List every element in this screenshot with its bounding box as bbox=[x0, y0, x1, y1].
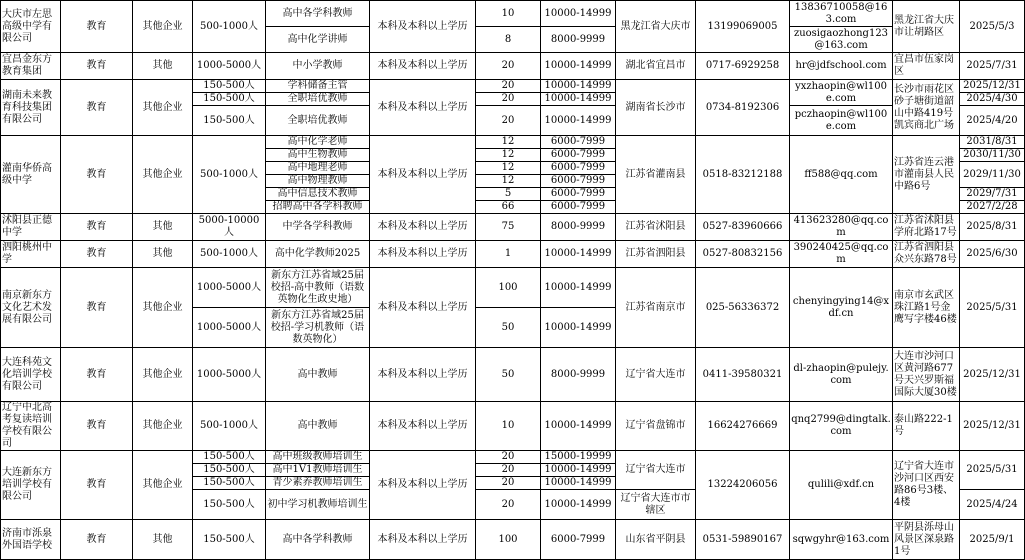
salary-cell: 10000-14999 bbox=[541, 106, 616, 136]
education-cell: 本科及本科以上学历 bbox=[370, 214, 476, 241]
company-cell: 大连新东方培训学校有限公司 bbox=[1, 451, 61, 520]
address-cell: 泰山路222-1号 bbox=[893, 402, 960, 451]
table-row bbox=[1, 520, 1025, 560]
email-cell: 413623280@qq.com bbox=[790, 214, 893, 241]
company-size-cell: 500-1000人 bbox=[193, 241, 266, 268]
table-row bbox=[1, 451, 1025, 464]
industry-cell: 教育 bbox=[61, 136, 133, 214]
table-row bbox=[1, 241, 1025, 268]
email-cell: 390240425@qq.com bbox=[790, 241, 893, 268]
deadline-cell: 2025/4/24 bbox=[960, 490, 1025, 520]
industry-cell: 教育 bbox=[61, 451, 133, 520]
address-cell: 长沙市雨花区砂子塘街道韶山中路419号凯宾商北广场 bbox=[893, 80, 960, 136]
job-title-cell: 高中化学老师 bbox=[266, 136, 370, 149]
email-cell: qnq2799@dingtalk.com bbox=[790, 402, 893, 451]
company-size-cell: 150-500人 bbox=[193, 80, 266, 93]
company-size-cell: 5000-10000人 bbox=[193, 214, 266, 241]
job-title-cell: 全职培优教师 bbox=[266, 93, 370, 106]
industry-cell: 教育 bbox=[61, 80, 133, 136]
education-cell: 本科及本科以上学历 bbox=[370, 1, 476, 53]
job-title-cell: 高中1V1教师培训生 bbox=[266, 464, 370, 477]
salary-cell: 10000-14999 bbox=[541, 308, 616, 348]
headcount-cell: 100 bbox=[476, 268, 541, 308]
headcount-cell: 10 bbox=[476, 1, 541, 27]
headcount-cell: 5 bbox=[476, 188, 541, 201]
email-cell: qulili@xdf.cn bbox=[790, 451, 893, 520]
job-title-cell: 新东方江苏省域25届校招-学习机教师（语数英物化） bbox=[266, 308, 370, 348]
industry-cell: 教育 bbox=[61, 214, 133, 241]
email-cell: dl-zhaopin@pulejy.com bbox=[790, 348, 893, 402]
phone-cell: 0518-83212188 bbox=[696, 136, 790, 214]
company-cell: 沭阳县正德中学 bbox=[1, 214, 61, 241]
address-cell: 大连市沙河口区黄河路677号天兴罗斯福国际大厦30楼 bbox=[893, 348, 960, 402]
company-type-cell: 其他企业 bbox=[133, 402, 193, 451]
table-row bbox=[1, 53, 1025, 80]
headcount-cell: 66 bbox=[476, 201, 541, 214]
education-cell: 本科及本科以上学历 bbox=[370, 136, 476, 214]
headcount-cell: 20 bbox=[476, 451, 541, 464]
job-title-cell: 高中班级教师培训生 bbox=[266, 451, 370, 464]
industry-cell: 教育 bbox=[61, 241, 133, 268]
phone-cell: 0527-83960666 bbox=[696, 214, 790, 241]
headcount-cell: 10 bbox=[476, 402, 541, 451]
deadline-cell: 2025/12/31 bbox=[960, 348, 1025, 402]
headcount-cell: 20 bbox=[476, 80, 541, 93]
salary-cell: 10000-14999 bbox=[541, 490, 616, 520]
job-title-cell: 青少素养教师培训生 bbox=[266, 477, 370, 490]
company-cell: 南京新东方文化艺术发展有限公司 bbox=[1, 268, 61, 348]
phone-cell: 0734-8192306 bbox=[696, 80, 790, 136]
phone-cell: 0531-59890167 bbox=[696, 520, 790, 560]
industry-cell: 教育 bbox=[61, 402, 133, 451]
salary-cell: 6000-7999 bbox=[541, 162, 616, 175]
job-title-cell: 招聘高中各学科教师 bbox=[266, 201, 370, 214]
headcount-cell: 8 bbox=[476, 27, 541, 53]
salary-cell: 8000-9999 bbox=[541, 348, 616, 402]
company-type-cell: 其他企业 bbox=[133, 348, 193, 402]
company-type-cell: 其他 bbox=[133, 53, 193, 80]
salary-cell: 10000-14999 bbox=[541, 477, 616, 490]
headcount-cell: 12 bbox=[476, 175, 541, 188]
company-type-cell: 其他 bbox=[133, 214, 193, 241]
headcount-cell: 12 bbox=[476, 162, 541, 175]
address-cell: 黑龙江省大庆市让胡路区 bbox=[893, 1, 960, 53]
deadline-cell: 2025/7/31 bbox=[960, 53, 1025, 80]
email-cell: yxzhaopin@wl100e.com bbox=[790, 80, 893, 106]
deadline-cell: 2031/8/31 bbox=[960, 136, 1025, 149]
company-size-cell: 500-1000人 bbox=[193, 136, 266, 214]
job-title-cell: 新东方江苏省域25届校招-高中教师（语数英物化生政史地） bbox=[266, 268, 370, 308]
deadline-cell: 2025/12/31 bbox=[960, 80, 1025, 93]
company-cell: 大连科苑文化培训学校有限公司 bbox=[1, 348, 61, 402]
company-cell: 辽宁中北高考复读培训学校有限公司 bbox=[1, 402, 61, 451]
headcount-cell: 100 bbox=[476, 520, 541, 560]
headcount-cell: 20 bbox=[476, 490, 541, 520]
headcount-cell: 12 bbox=[476, 136, 541, 149]
address-cell: 江苏省连云港市灌南县人民中路6号 bbox=[893, 136, 960, 214]
location-cell: 辽宁省大连市 bbox=[616, 348, 696, 402]
deadline-cell: 2025/5/31 bbox=[960, 451, 1025, 490]
company-size-cell: 150-500人 bbox=[193, 490, 266, 520]
company-size-cell: 500-1000人 bbox=[193, 402, 266, 451]
company-cell: 宜昌金东方教育集团 bbox=[1, 53, 61, 80]
location-cell: 江苏省沭阳县 bbox=[616, 214, 696, 241]
company-cell: 灌南华侨高级中学 bbox=[1, 136, 61, 214]
company-cell: 济南市泺泉外国语学校 bbox=[1, 520, 61, 560]
job-title-cell: 高中物理教师 bbox=[266, 175, 370, 188]
location-cell: 江苏省灌南县 bbox=[616, 136, 696, 214]
job-title-cell: 高中化学教师2025 bbox=[266, 241, 370, 268]
industry-cell: 教育 bbox=[61, 348, 133, 402]
salary-cell: 15000-19999 bbox=[541, 451, 616, 464]
deadline-cell: 2030/11/30 bbox=[960, 149, 1025, 162]
address-cell: 宜昌市伍家岗区 bbox=[893, 53, 960, 80]
email-cell: chenyingying14@xdf.cn bbox=[790, 268, 893, 348]
job-title-cell: 学科储备主管 bbox=[266, 80, 370, 93]
job-title-cell: 高中生物教师 bbox=[266, 149, 370, 162]
email-cell: sqwgyhr@163.com bbox=[790, 520, 893, 560]
phone-cell: 13199069005 bbox=[696, 1, 790, 53]
headcount-cell: 50 bbox=[476, 348, 541, 402]
company-size-cell: 150-500人 bbox=[193, 106, 266, 136]
table-row bbox=[1, 402, 1025, 451]
headcount-cell: 50 bbox=[476, 308, 541, 348]
industry-cell: 教育 bbox=[61, 53, 133, 80]
table-row bbox=[1, 348, 1025, 402]
company-type-cell: 其他企业 bbox=[133, 1, 193, 53]
job-title-cell: 中小学教师 bbox=[266, 53, 370, 80]
location-cell: 辽宁省大连市 bbox=[616, 451, 696, 490]
deadline-cell: 2025/5/3 bbox=[960, 1, 1025, 53]
education-cell: 本科及本科以上学历 bbox=[370, 80, 476, 136]
salary-cell: 10000-14999 bbox=[541, 53, 616, 80]
location-cell: 辽宁省大连市市辖区 bbox=[616, 490, 696, 520]
education-cell: 本科及本科以上学历 bbox=[370, 53, 476, 80]
salary-cell: 8000-9999 bbox=[541, 214, 616, 241]
job-title-cell: 中学各学科教师 bbox=[266, 214, 370, 241]
deadline-cell: 2029/11/30 bbox=[960, 162, 1025, 188]
job-title-cell: 高中化学讲师 bbox=[266, 27, 370, 53]
headcount-cell: 75 bbox=[476, 214, 541, 241]
salary-cell: 10000-14999 bbox=[541, 80, 616, 93]
email-cell: hr@jdfschool.com bbox=[790, 53, 893, 80]
deadline-cell: 2027/2/28 bbox=[960, 201, 1025, 214]
salary-cell: 10000-14999 bbox=[541, 268, 616, 308]
salary-cell: 8000-9999 bbox=[541, 27, 616, 53]
phone-cell: 0717-6929258 bbox=[696, 53, 790, 80]
location-cell: 山东省平阴县 bbox=[616, 520, 696, 560]
phone-cell: 0527-80832156 bbox=[696, 241, 790, 268]
company-size-cell: 150-500人 bbox=[193, 451, 266, 464]
education-cell: 本科及本科以上学历 bbox=[370, 241, 476, 268]
headcount-cell: 20 bbox=[476, 464, 541, 477]
email-cell: ff588@qq.com bbox=[790, 136, 893, 214]
salary-cell: 6000-7999 bbox=[541, 201, 616, 214]
job-title-cell: 全职培优教师 bbox=[266, 106, 370, 136]
location-cell: 黑龙江省大庆市 bbox=[616, 1, 696, 53]
phone-cell: 025-56336372 bbox=[696, 268, 790, 348]
education-cell: 本科及本科以上学历 bbox=[370, 402, 476, 451]
deadline-cell: 2025/4/20 bbox=[960, 106, 1025, 136]
company-type-cell: 其他企业 bbox=[133, 268, 193, 348]
job-title-cell: 高中地理老师 bbox=[266, 162, 370, 175]
education-cell: 本科及本科以上学历 bbox=[370, 520, 476, 560]
company-type-cell: 其他 bbox=[133, 520, 193, 560]
salary-cell: 10000-14999 bbox=[541, 241, 616, 268]
email-cell: zuosigaozhong123@163.com bbox=[790, 27, 893, 53]
job-title-cell: 高中各学科教师 bbox=[266, 520, 370, 560]
company-type-cell: 其他企业 bbox=[133, 80, 193, 136]
deadline-cell: 2029/7/31 bbox=[960, 188, 1025, 201]
job-title-cell: 高中教师 bbox=[266, 402, 370, 451]
table-row bbox=[1, 268, 1025, 308]
address-cell: 江苏省沭阳县学府北路17号 bbox=[893, 214, 960, 241]
company-size-cell: 1000-5000人 bbox=[193, 268, 266, 308]
salary-cell: 10000-14999 bbox=[541, 464, 616, 477]
salary-cell: 6000-7999 bbox=[541, 188, 616, 201]
company-type-cell: 其他企业 bbox=[133, 136, 193, 214]
location-cell: 江苏省泗阳县 bbox=[616, 241, 696, 268]
table-row bbox=[1, 1, 1025, 27]
company-type-cell: 其他企业 bbox=[133, 451, 193, 520]
industry-cell: 教育 bbox=[61, 1, 133, 53]
address-cell: 平阴县泺母山风景区深泉路1号 bbox=[893, 520, 960, 560]
salary-cell: 10000-14999 bbox=[541, 402, 616, 451]
headcount-cell: 20 bbox=[476, 53, 541, 80]
headcount-cell: 12 bbox=[476, 149, 541, 162]
headcount-cell: 20 bbox=[476, 477, 541, 490]
company-cell: 泗阳桃州中学 bbox=[1, 241, 61, 268]
company-cell: 大庆市左思高级中学有限公司 bbox=[1, 1, 61, 53]
location-cell: 湖南省长沙市 bbox=[616, 80, 696, 136]
deadline-cell: 2025/6/30 bbox=[960, 241, 1025, 268]
deadline-cell: 2025/5/31 bbox=[960, 268, 1025, 348]
address-cell: 辽宁省大连市沙河口区西安路86号3楼、4楼 bbox=[893, 451, 960, 520]
location-cell: 江苏省南京市 bbox=[616, 268, 696, 348]
table-row bbox=[1, 136, 1025, 149]
company-size-cell: 150-500人 bbox=[193, 477, 266, 490]
company-type-cell: 其他 bbox=[133, 241, 193, 268]
company-size-cell: 1000-5000人 bbox=[193, 308, 266, 348]
deadline-cell: 2025/12/31 bbox=[960, 402, 1025, 451]
table-row bbox=[1, 80, 1025, 93]
headcount-cell: 20 bbox=[476, 93, 541, 106]
phone-cell: 16624276669 bbox=[696, 402, 790, 451]
salary-cell: 6000-7999 bbox=[541, 175, 616, 188]
job-title-cell: 高中信息技术教师 bbox=[266, 188, 370, 201]
job-title-cell: 高中教师 bbox=[266, 348, 370, 402]
education-cell: 本科及本科以上学历 bbox=[370, 348, 476, 402]
company-size-cell: 150-500人 bbox=[193, 464, 266, 477]
table-row bbox=[1, 214, 1025, 241]
address-cell: 南京市玄武区珠江路1号金鹰写字楼46楼 bbox=[893, 268, 960, 348]
education-cell: 本科及本科以上学历 bbox=[370, 451, 476, 520]
salary-cell: 6000-7999 bbox=[541, 136, 616, 149]
industry-cell: 教育 bbox=[61, 268, 133, 348]
headcount-cell: 20 bbox=[476, 106, 541, 136]
deadline-cell: 2025/4/30 bbox=[960, 93, 1025, 106]
location-cell: 湖北省宜昌市 bbox=[616, 53, 696, 80]
company-size-cell: 150-500人 bbox=[193, 520, 266, 560]
industry-cell: 教育 bbox=[61, 520, 133, 560]
company-cell: 湖南未来教育科技集团有限公司 bbox=[1, 80, 61, 136]
company-size-cell: 1000-5000人 bbox=[193, 348, 266, 402]
education-cell: 本科及本科以上学历 bbox=[370, 268, 476, 348]
email-cell: pczhaopin@wl100e.com bbox=[790, 106, 893, 136]
salary-cell: 6000-7999 bbox=[541, 149, 616, 162]
salary-cell: 10000-14999 bbox=[541, 1, 616, 27]
job-title-cell: 高中各学科教师 bbox=[266, 1, 370, 27]
deadline-cell: 2025/9/1 bbox=[960, 520, 1025, 560]
email-cell: 13836710058@163.com bbox=[790, 1, 893, 27]
headcount-cell: 1 bbox=[476, 241, 541, 268]
salary-cell: 6000-7999 bbox=[541, 520, 616, 560]
company-size-cell: 150-500人 bbox=[193, 93, 266, 106]
company-size-cell: 1000-5000人 bbox=[193, 53, 266, 80]
phone-cell: 13224206056 bbox=[696, 451, 790, 520]
company-size-cell: 500-1000人 bbox=[193, 1, 266, 53]
address-cell: 江苏省泗阳县众兴东路78号 bbox=[893, 241, 960, 268]
job-title-cell: 初中学习机教师培训生 bbox=[266, 490, 370, 520]
deadline-cell: 2025/8/31 bbox=[960, 214, 1025, 241]
phone-cell: 0411-39580321 bbox=[696, 348, 790, 402]
salary-cell: 10000-14999 bbox=[541, 93, 616, 106]
location-cell: 辽宁省盘锦市 bbox=[616, 402, 696, 451]
